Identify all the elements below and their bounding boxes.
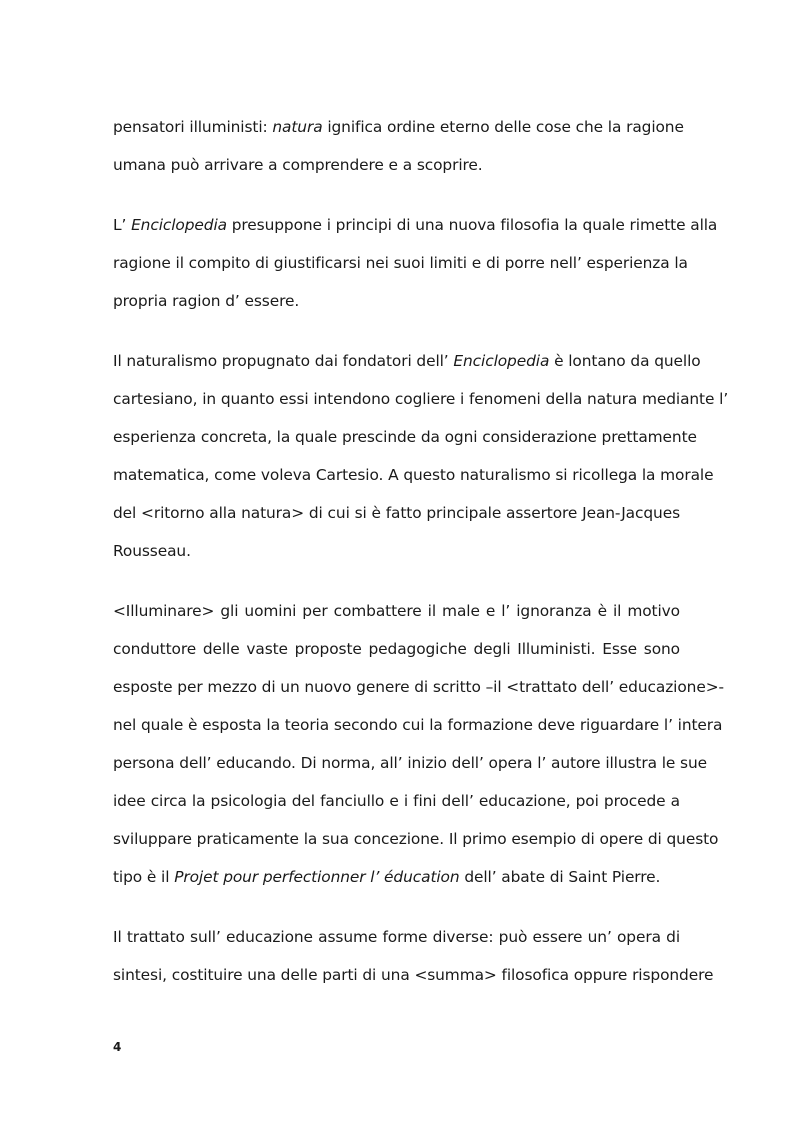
text-span: è lontano da quello	[549, 352, 701, 370]
text-span: Rousseau.	[113, 542, 191, 560]
text-line	[113, 956, 714, 994]
paragraph-spacer	[113, 184, 680, 206]
text-span: Il trattato sull’ educazione assume forme diverse: può essere un’ opera di	[113, 928, 680, 946]
text-span: L’	[113, 216, 132, 234]
text-span: sintesi, costituire una delle parti di una <summa> filosofica oppure rispondere	[113, 966, 714, 984]
text-line	[113, 858, 680, 896]
text-span: del <ritorno alla natura> di cui si è fatto principale assertore Jean-Jacques	[113, 504, 680, 522]
text-span: nel quale è esposta la teoria secondo cui la formazione deve riguardare l’ intera	[113, 716, 723, 734]
text-line	[113, 206, 718, 244]
text-span: Il naturalismo propugnato dai fondatori dell’	[113, 352, 454, 370]
italic-text: Enciclopedia	[453, 352, 550, 370]
text-span: idee circa la psicologia del fanciullo e i fini dell’ educazione, poi procede a	[113, 792, 680, 810]
text-span: matematica, come voleva Cartesio. A questo naturalismo si ricollega la morale	[113, 466, 714, 484]
text-span: persona dell’ educando. Di norma, all’ inizio dell’ opera l’ autore illustra le sue	[113, 754, 707, 772]
paragraph	[113, 918, 714, 994]
text-line	[113, 282, 680, 320]
text-line	[113, 146, 680, 184]
paragraph	[113, 108, 684, 184]
text-line	[113, 532, 680, 570]
text-line	[113, 418, 697, 456]
text-line	[113, 918, 680, 956]
text-span: presuppone i principi di una nuova filosofia la quale rimette alla	[226, 216, 718, 234]
text-span: tipo è il	[113, 868, 175, 886]
page-number: 4	[113, 1040, 122, 1054]
paragraph-spacer	[113, 896, 680, 918]
text-span: <Illuminare> gli uomini per combattere il male e l’ ignoranza è il motivo	[113, 602, 680, 620]
text-line	[113, 744, 707, 782]
text-span: umana può arrivare a comprendere e a scoprire.	[113, 156, 483, 174]
paragraph-spacer	[113, 570, 680, 592]
paragraph	[113, 206, 718, 320]
italic-text: Projet pour perfectionner l’ éducation	[174, 868, 460, 886]
text-line	[113, 592, 680, 630]
paragraph	[113, 342, 729, 570]
text-line	[113, 108, 684, 146]
italic-text: Enciclopedia	[131, 216, 227, 234]
paragraph-spacer	[113, 320, 680, 342]
page-body	[113, 108, 729, 994]
text-span: esposte per mezzo di un nuovo genere di scritto –il <trattato dell’ educazione>-	[113, 678, 724, 696]
text-line	[113, 630, 680, 668]
text-span: ragione il compito di giustificarsi nei suoi limiti e di porre nell’ esperienza la	[113, 254, 688, 272]
text-line	[113, 820, 719, 858]
text-line	[113, 456, 714, 494]
text-span: ignifica ordine eterno delle cose che la ragione	[322, 118, 684, 136]
text-line	[113, 494, 680, 532]
text-line	[113, 342, 701, 380]
text-span: dell’ abate di Saint Pierre.	[459, 868, 661, 886]
text-line	[113, 668, 724, 706]
italic-text: natura	[272, 118, 323, 136]
text-span: propria ragion d’ essere.	[113, 292, 300, 310]
text-span: conduttore delle vaste proposte pedagogiche degli Illuministi. Esse sono	[113, 640, 680, 658]
text-span: pensatori illuministi:	[113, 118, 273, 136]
text-span: sviluppare praticamente la sua concezione. Il primo esempio di opere di questo	[113, 830, 719, 848]
text-line	[113, 244, 688, 282]
text-line	[113, 706, 723, 744]
text-line	[113, 782, 680, 820]
text-span: cartesiano, in quanto essi intendono cogliere i fenomeni della natura mediante l’	[113, 390, 729, 408]
paragraph	[113, 592, 724, 896]
text-span: esperienza concreta, la quale prescinde da ogni considerazione prettamente	[113, 428, 697, 446]
text-line	[113, 380, 729, 418]
